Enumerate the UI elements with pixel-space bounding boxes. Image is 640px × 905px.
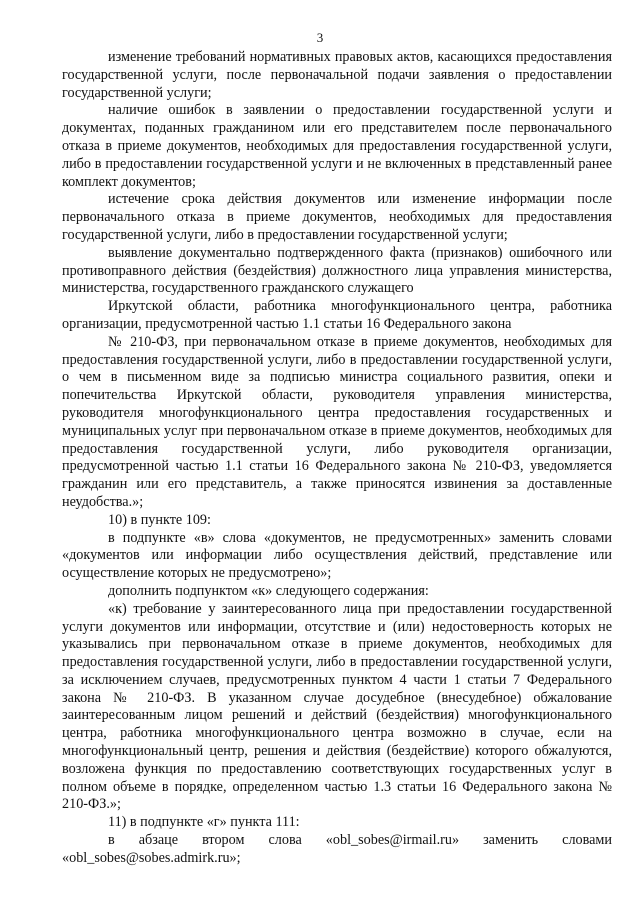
paragraph-requirements-change: изменение требований нормативных правовых актов, касающихся предоставления государственной услуги, после первоначальной подачи заявления о предоставлении государственной услуги; (62, 49, 612, 101)
paragraph-subitem-v: в подпункте «в» слова «документов, не предусмотренных» заменить словами «документов или информации либо осуществления действий, представление или осуществление которых не предусмотрено»; (62, 529, 612, 582)
paragraph-item-11: 11) в подпункте «г» пункта 111: (108, 814, 300, 831)
page-number: 3 (316, 30, 324, 45)
document-body (62, 49, 612, 868)
paragraph-email-replacement: в абзаце втором слова «obl_sobes@irmail.ru» заменить словами «obl_sobes@sobes.admirk.ru»; (62, 832, 612, 866)
paragraph-notification-apology: № 210-ФЗ, при первоначальном отказе в приеме документов, необходимых для предоставления государственной услуги, либо в предоставлении государственной услуги, о чем в письменном виде за подписью министра социального развития, опеки и попечительства Иркутской области, руководителя управления министерства, руководителя многофункционального центра предоставления государственных и муниципальных услуг при первоначальном отказе в приеме документов, необходимых для предоставления государственной услуги, либо руководителя организации, предусмотренной частью 1.1 статьи 16 Федерального закона № 210-ФЗ, уведомляется гражданин или его представитель, а также приносятся извинения за доставленные неудобства.»; (62, 333, 612, 510)
paragraph-irkutsk-region: Иркутской области, работника многофункционального центра, работника организации, предусмотренной частью 1.1 статьи 16 Федерального закона (62, 298, 612, 332)
paragraph-subitem-k-text: «к) требование у заинтересованного лица при предоставлении государственной услуги документов или информации, отсутствие и (или) недостоверность которых не указывались при первоначальном отказе в приеме документов, необходимых для предоставления государственной услуги, либо в предоставлении государственной услуги, за исключением случаев, предусмотренных пунктом 4 части 1 статьи 7 Федерального закона № 210-ФЗ. В указанном случае досудебное (внесудебное) обжалование заинтересованным лицом решений и действий (бездействия) многофункционального центра, работника многофункционального центра возможно в случае, если на многофункциональный центр, решения и действия (бездействие) которого обжалуются, возложена функция по предоставлению соответствующих государственных услуг в полном объеме в порядке, определенном частью 1.3 статьи 16 Федерального закона № 210-ФЗ.»; (62, 600, 612, 813)
paragraph-erroneous-action: выявление документально подтвержденного факта (признаков) ошибочного или противоправного действия (бездействия) должностного лица управления министерства, министерства, государственного гражданского служащего (62, 244, 612, 297)
paragraph-errors-in-application: наличие ошибок в заявлении о предоставлении государственной услуги и документах, поданных гражданином или его представителем после первоначального отказа в приеме документов, необходимых для предоставления государственной услуги, либо в предоставлении государственной услуги и не включенных в представленный ранее комплект документов; (62, 102, 612, 190)
paragraph-document-expiry: истечение срока действия документов или изменение информации после первоначального отказа в приеме документов, необходимых для предоставления государственной услуги, либо в предоставлении государственной услуги; (62, 191, 612, 243)
paragraph-item-10: 10) в пункте 109: (108, 511, 211, 528)
paragraph-add-subitem-k: дополнить подпунктом «к» следующего содержания: (108, 582, 429, 599)
